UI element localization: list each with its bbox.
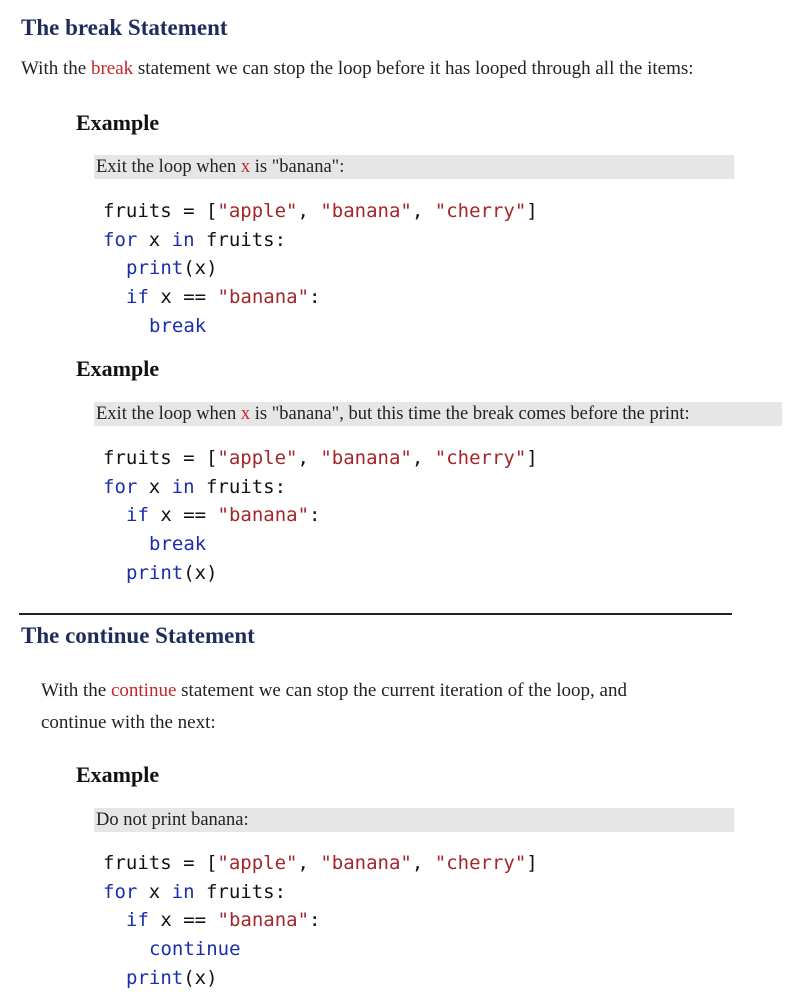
code-line: fruits = ["apple", "banana", "cherry"] [103, 852, 538, 874]
continue-intro-paragraph [41, 675, 627, 739]
note-2-var: x [240, 404, 251, 424]
code-block-3 [103, 849, 538, 993]
note-1-before: Exit the loop when [96, 157, 241, 177]
continue-intro-keyword: continue [110, 680, 177, 701]
example-heading-3: Example [76, 762, 160, 787]
example-heading-2: Example [76, 356, 160, 381]
code-line: continue [149, 938, 241, 961]
code-line: for x in fruits: [103, 880, 287, 903]
section-divider [19, 613, 732, 615]
example-note-1 [94, 155, 734, 179]
code-line: if x == "banana": [126, 504, 321, 527]
note-2-after: is "banana", but this time the break comes before the print: [250, 404, 690, 424]
continue-section-title: The continue Statement [21, 623, 255, 648]
code-block-2 [103, 444, 538, 588]
break-intro-before: With the [21, 58, 91, 79]
break-intro-keyword: break [90, 58, 134, 79]
break-section-title: The break Statement [21, 15, 228, 40]
example-heading-1: Example [76, 110, 160, 135]
example-note-2 [94, 402, 782, 426]
code-line: fruits = ["apple", "banana", "cherry"] [103, 200, 538, 222]
code-line: break [149, 533, 207, 556]
break-intro-paragraph [21, 58, 694, 80]
code-line: break [149, 314, 207, 337]
code-line: print(x) [126, 257, 218, 280]
code-line: print(x) [126, 966, 218, 989]
note-1-after: is "banana": [250, 157, 345, 177]
note-2-before: Exit the loop when [96, 404, 241, 424]
continue-intro-line-1: With the continue statement we can stop the current iteration of the loop, and [41, 680, 627, 701]
code-line: for x in fruits: [103, 475, 287, 498]
note-1-var: x [240, 157, 251, 177]
continue-intro-line-2: continue with the next: [41, 712, 216, 733]
code-line: fruits = ["apple", "banana", "cherry"] [103, 447, 538, 469]
code-block-1 [103, 197, 538, 341]
code-line: if x == "banana": [126, 286, 321, 309]
code-line: for x in fruits: [103, 228, 287, 251]
example-note-3: Do not print banana: [94, 808, 734, 832]
code-line: if x == "banana": [126, 909, 321, 932]
break-intro-after: statement we can stop the loop before it has looped through all the items: [133, 58, 694, 79]
code-line: print(x) [126, 561, 218, 584]
